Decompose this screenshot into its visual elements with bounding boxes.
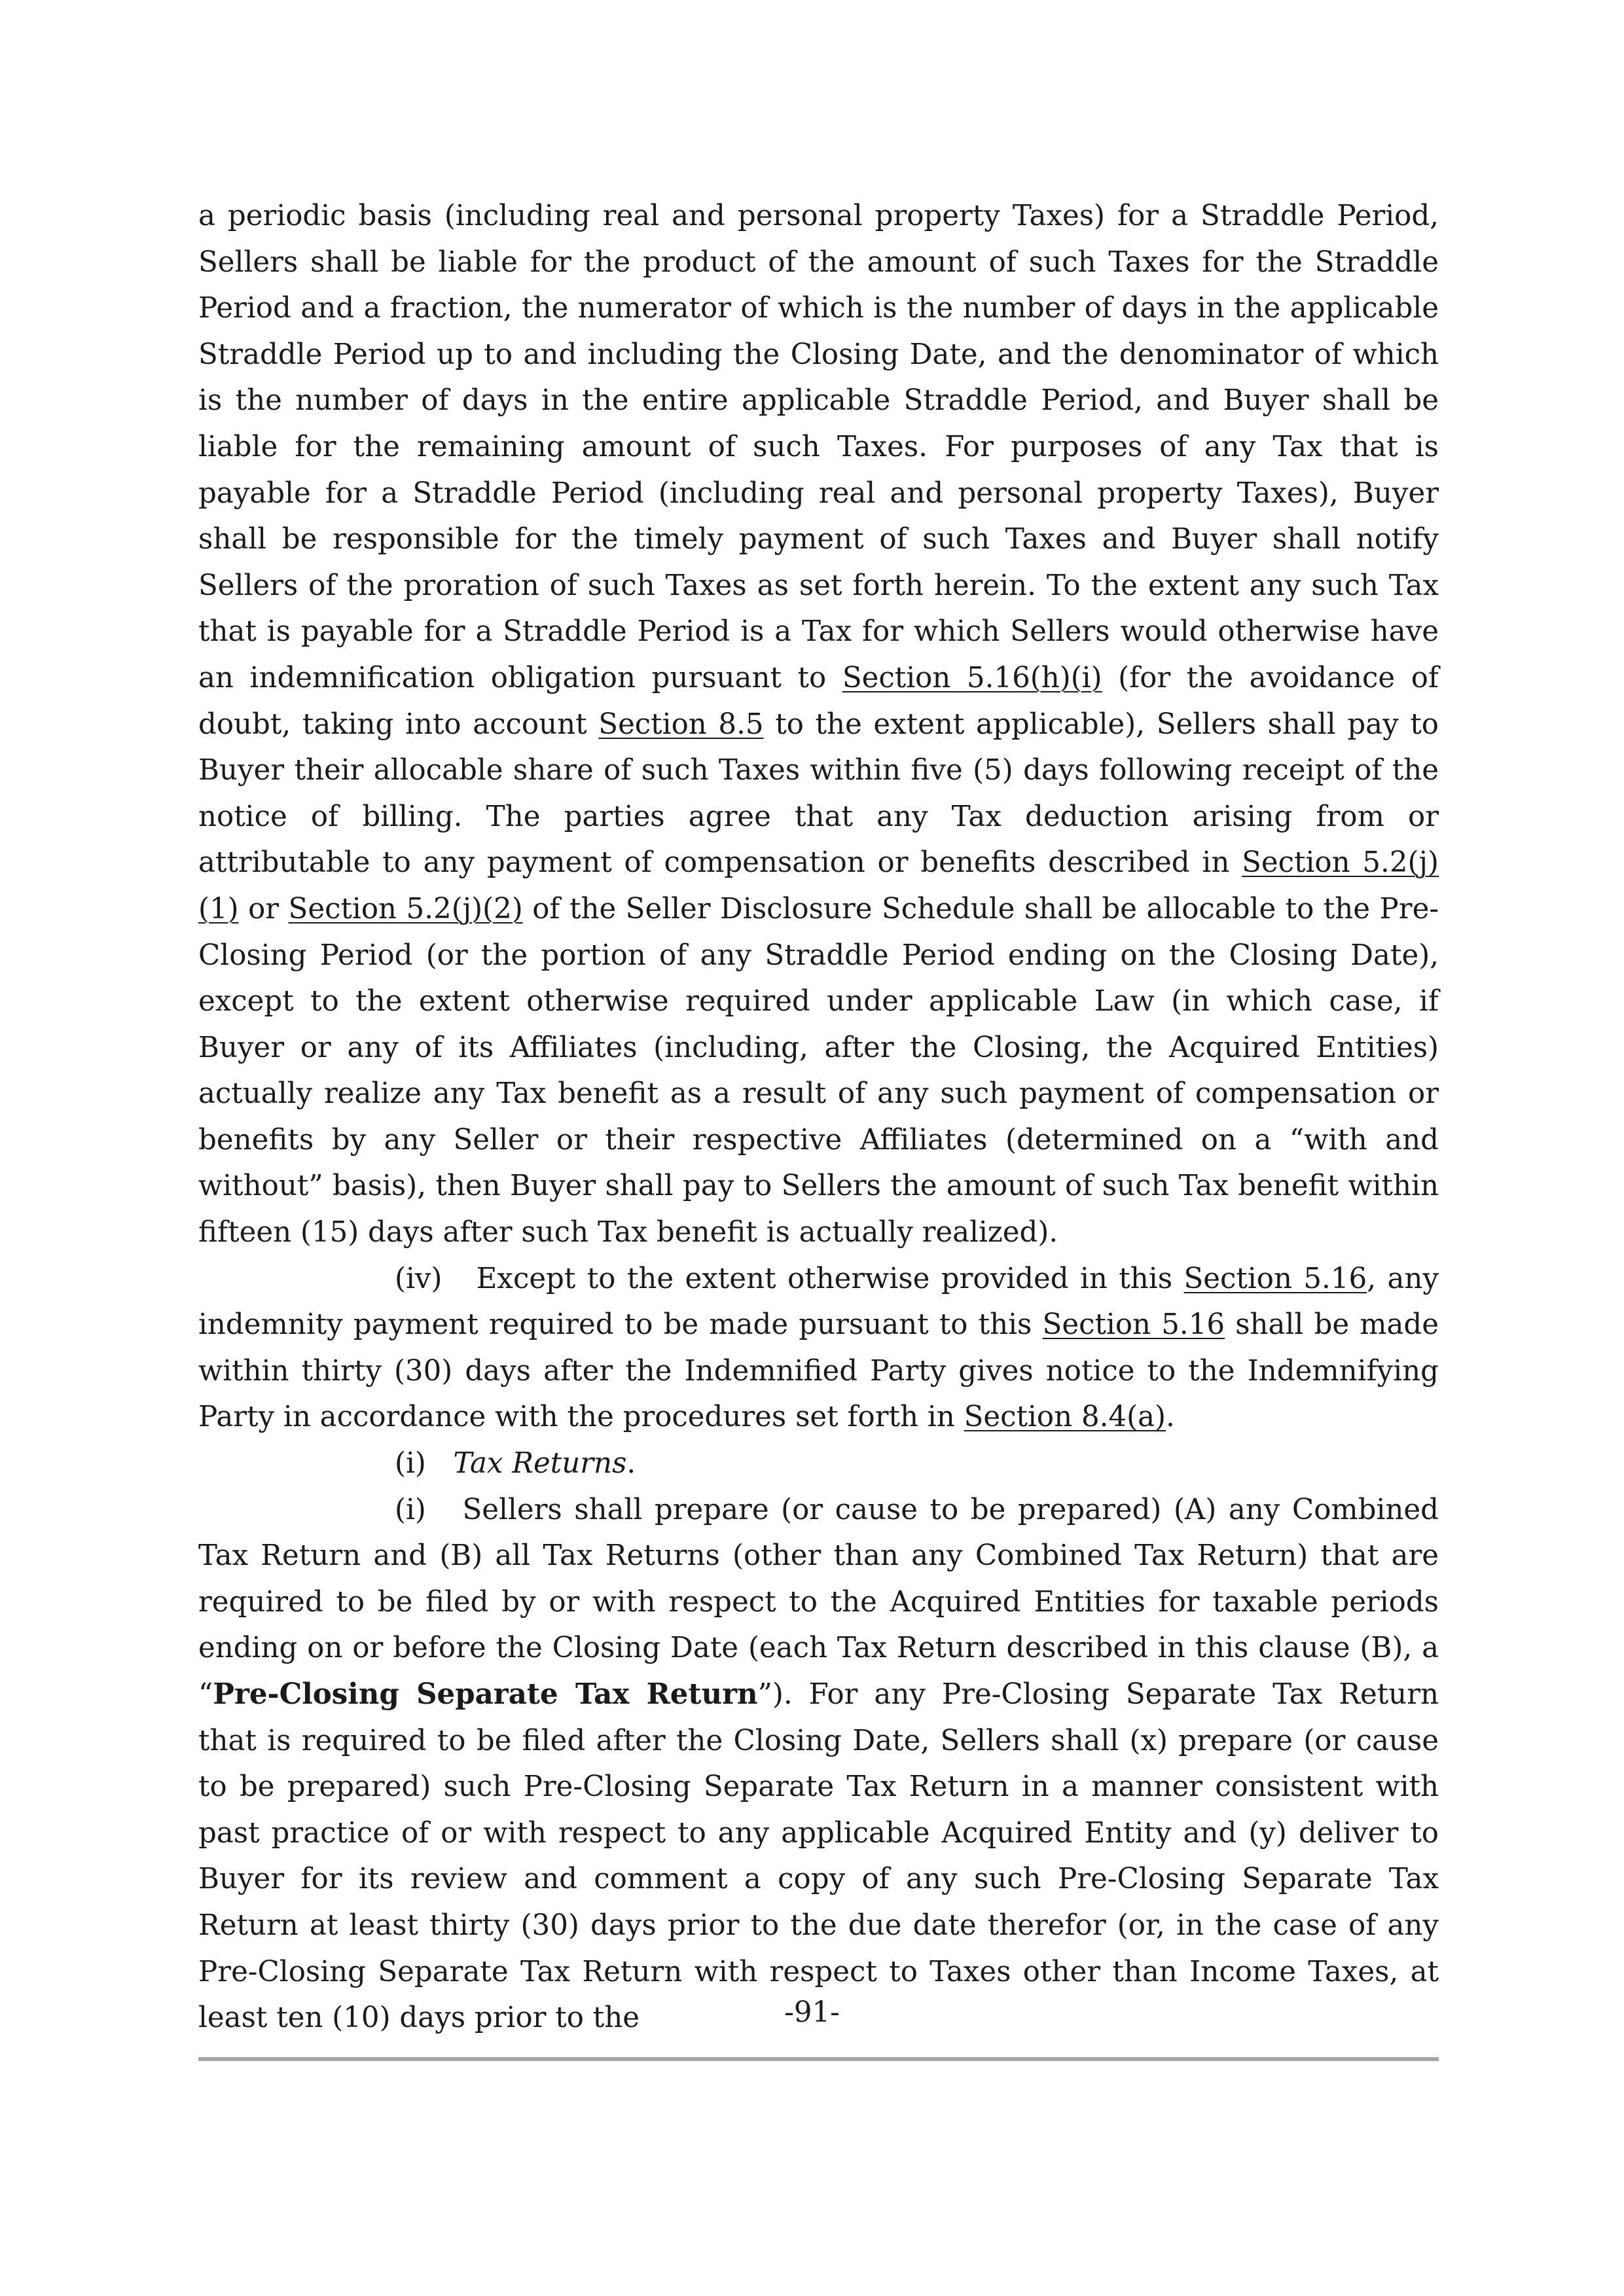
heading-italic: Tax Returns bbox=[453, 1447, 627, 1480]
text-run: of the Seller Disclosure Schedule shall be allocable to the Pre-Closing Period (or the portion of any Straddle Period ending on the Closing Date), except to the extent otherwise required under applicable Law (in which case, if Buyer or any of its Affiliates (including, after the Closing, the Acquired Entities) actually realize any Tax benefit as a result of any such payment of compensation or benefits by any Seller or their respective Affiliates (determined on a “with and without” basis), then Buyer shall pay to Sellers the amount of such Tax benefit within fifteen (15) days after such Tax benefit is actually realized). bbox=[198, 892, 1448, 1249]
section-reference: Section 5.16 bbox=[1042, 1308, 1225, 1342]
paragraph-1 bbox=[198, 193, 1448, 1256]
footer-rule bbox=[198, 2057, 1439, 2061]
section-reference: Section 5.16 bbox=[1183, 1262, 1367, 1295]
text-run: . bbox=[1166, 1401, 1175, 1434]
text-run: or bbox=[238, 892, 289, 925]
text-run: . bbox=[626, 1447, 636, 1480]
body-text bbox=[198, 193, 1448, 2041]
section-reference: Section 8.4(a) bbox=[964, 1401, 1166, 1434]
text-run: , any indemnity payment required to be made pursuant to this bbox=[198, 1262, 1448, 1342]
text-run: a periodic basis (including real and personal property Taxes) for a Straddle Period, Sellers shall be liable for the product of the amount of such Taxes for the Straddle Period and a fraction, the numerator of which is the number of days in the applicable Straddle Period up to and including the Closing Date, and the denominator of which is the number of days in the entire applicable Straddle Period, and Buyer shall be liable for the remaining amount of such Taxes. For purposes of any Tax that is payable for a Straddle Period (including real and personal property Taxes), Buyer shall be responsible for the timely payment of such Taxes and Buyer shall notify Sellers of the proration of such Taxes as set forth herein. To the extent any such Tax that is payable for a Straddle Period is a Tax for which Sellers would otherwise have an indemnification obligation pursuant to bbox=[198, 200, 1448, 694]
text-run: (for the avoidance of doubt, taking into account bbox=[198, 661, 1448, 741]
section-reference: Section 8.5 bbox=[598, 708, 764, 741]
defined-term: Pre-Closing Separate Tax Return bbox=[213, 1677, 758, 1711]
paragraph-3 bbox=[198, 1441, 1439, 1487]
text-run: (iv) Except to the extent otherwise provided in this bbox=[395, 1262, 1184, 1295]
paragraph-4 bbox=[198, 1487, 1448, 2041]
section-reference: Section 5.2(j)(2) bbox=[288, 892, 523, 925]
page-number: -91- bbox=[784, 1996, 840, 2029]
section-reference: Section 5.2(j)(1) bbox=[198, 846, 1439, 925]
text-run: ”). For any Pre-Closing Separate Tax Return that is required to be filed after the Closing Date, Sellers shall (x) prepare (or cause to be prepared) such Pre-Closing Separate Tax Return in a manner consistent with past practice of or with respect to any applicable Acquired Entity and (y) deliver to Buyer for its review and comment a copy of any such Pre-Closing Separate Tax Return at least thirty (30) days prior to the due date therefor (or, in the case of any Pre-Closing Separate Tax Return with respect to Taxes other than Income Taxes, at least ten (10) days prior to the bbox=[198, 1678, 1448, 2035]
text-run: (i) bbox=[395, 1447, 454, 1480]
paragraph-2 bbox=[198, 1256, 1448, 1441]
text-run: shall be made within thirty (30) days after the Indemnified Party gives notice to the Indemnifying Party in accordance with the procedures set forth in bbox=[198, 1308, 1448, 1434]
text-run: (i) Sellers shall prepare (or cause to be prepared) (A) any Combined Tax Return and (B) all Tax Returns (other than any Combined Tax Return) that are required to be filed by or with respect to the Acquired Entities for taxable periods ending on or before the Closing Date (each Tax Return described in this clause (B), a “ bbox=[198, 1493, 1448, 1711]
text-run: to the extent applicable), Sellers shall pay to Buyer their allocable share of such Taxes within five (5) days following receipt of the notice of billing. The parties agree that any Tax deduction arising from or attributable to any payment of compensation or benefits described in bbox=[198, 708, 1448, 880]
section-reference: Section 5.16(h)(i) bbox=[842, 661, 1102, 694]
